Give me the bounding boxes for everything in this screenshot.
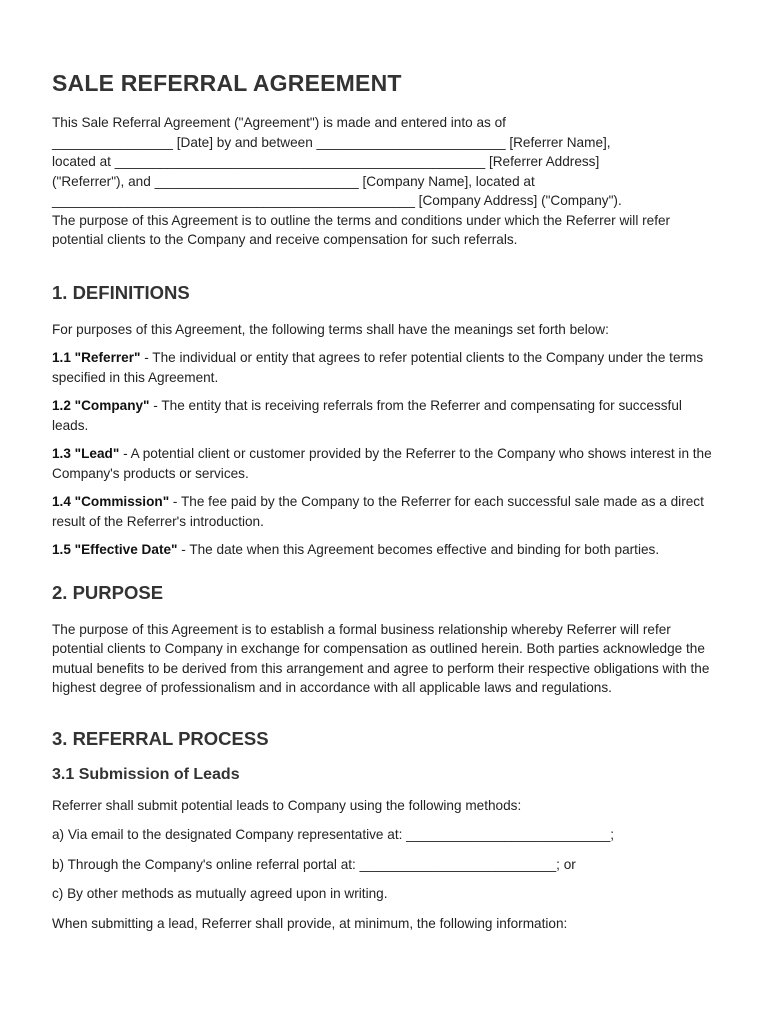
definition-item (52, 540, 720, 560)
definition-item (52, 444, 720, 483)
intro-line: This Sale Referral Agreement ("Agreement") is made and entered into as of (52, 115, 506, 130)
referral-method: b) Through the Company's online referral portal at: __________________________; or (52, 856, 576, 872)
definition-item (52, 396, 720, 435)
definition-term: 1.5 "Effective Date" (52, 542, 178, 557)
definition-term: 1.1 "Referrer" (52, 350, 141, 365)
definition-text: - The entity that is receiving referrals from the Referrer and compensating for successful leads. (52, 398, 682, 433)
referral-lead: Referrer shall submit potential leads to Company using the following methods: (52, 797, 522, 813)
purpose-body: The purpose of this Agreement is to establish a formal business relationship whereby Referrer will refer potential clients to Company in exchange for compensation as outlined herein. Both parties acknowledge the mutual benefits to be derived from this arrangement and agree to perform their respective obligations with the highest degree of professionalism and in accordance with all applicable laws and regulations. (52, 621, 710, 695)
section-heading-purpose: 2. PURPOSE (52, 581, 164, 603)
intro-line: ________________________________________________ [Company Address] ("Company"). (52, 193, 622, 208)
referral-method: a) Via email to the designated Company representative at: ___________________________; (52, 827, 615, 842)
referral-closing: When submitting a lead, Referrer shall provide, at minimum, the following information: (52, 915, 568, 931)
definition-term: 1.2 "Company" (52, 398, 150, 413)
definition-term: 1.4 "Commission" (52, 494, 170, 509)
document-page (52, 70, 720, 943)
definition-text: - A potential client or customer provided by the Referrer to the Company who shows interest in the Company's products or services. (52, 446, 712, 481)
section-heading-referral-process: 3. REFERRAL PROCESS (52, 727, 269, 749)
definitions-lead: For purposes of this Agreement, the following terms shall have the meanings set forth below: (52, 321, 609, 337)
definition-text: - The date when this Agreement becomes effective and binding for both parties. (177, 542, 660, 557)
definition-term: 1.3 "Lead" (52, 446, 120, 461)
intro-line: located at _________________________________________________ [Referrer Address] (52, 154, 600, 169)
document-title: SALE REFERRAL AGREEMENT (52, 70, 402, 96)
definition-item (52, 492, 720, 531)
definition-text: - The individual or entity that agrees to refer potential clients to the Company under the terms specified in this Agreement. (52, 350, 704, 385)
definition-item (52, 348, 720, 387)
subsection-heading-submission: 3.1 Submission of Leads (52, 765, 240, 783)
definition-text: - The fee paid by the Company to the Referrer for each successful sale made as a direct result of the Referrer's introduction. (52, 494, 704, 529)
referral-method: c) By other methods as mutually agreed upon in writing. (52, 886, 388, 901)
intro-paragraph (52, 113, 720, 250)
intro-line: ________________ [Date] by and between _________________________ [Referrer Name], (52, 134, 611, 150)
intro-line: ("Referrer"), and ___________________________ [Company Name], located at (52, 173, 535, 189)
section-heading-definitions: 1. DEFINITIONS (52, 281, 190, 303)
intro-purpose: The purpose of this Agreement is to outline the terms and conditions under which the Referrer will refer potential clients to the Company and receive compensation for such referrals. (52, 212, 671, 247)
